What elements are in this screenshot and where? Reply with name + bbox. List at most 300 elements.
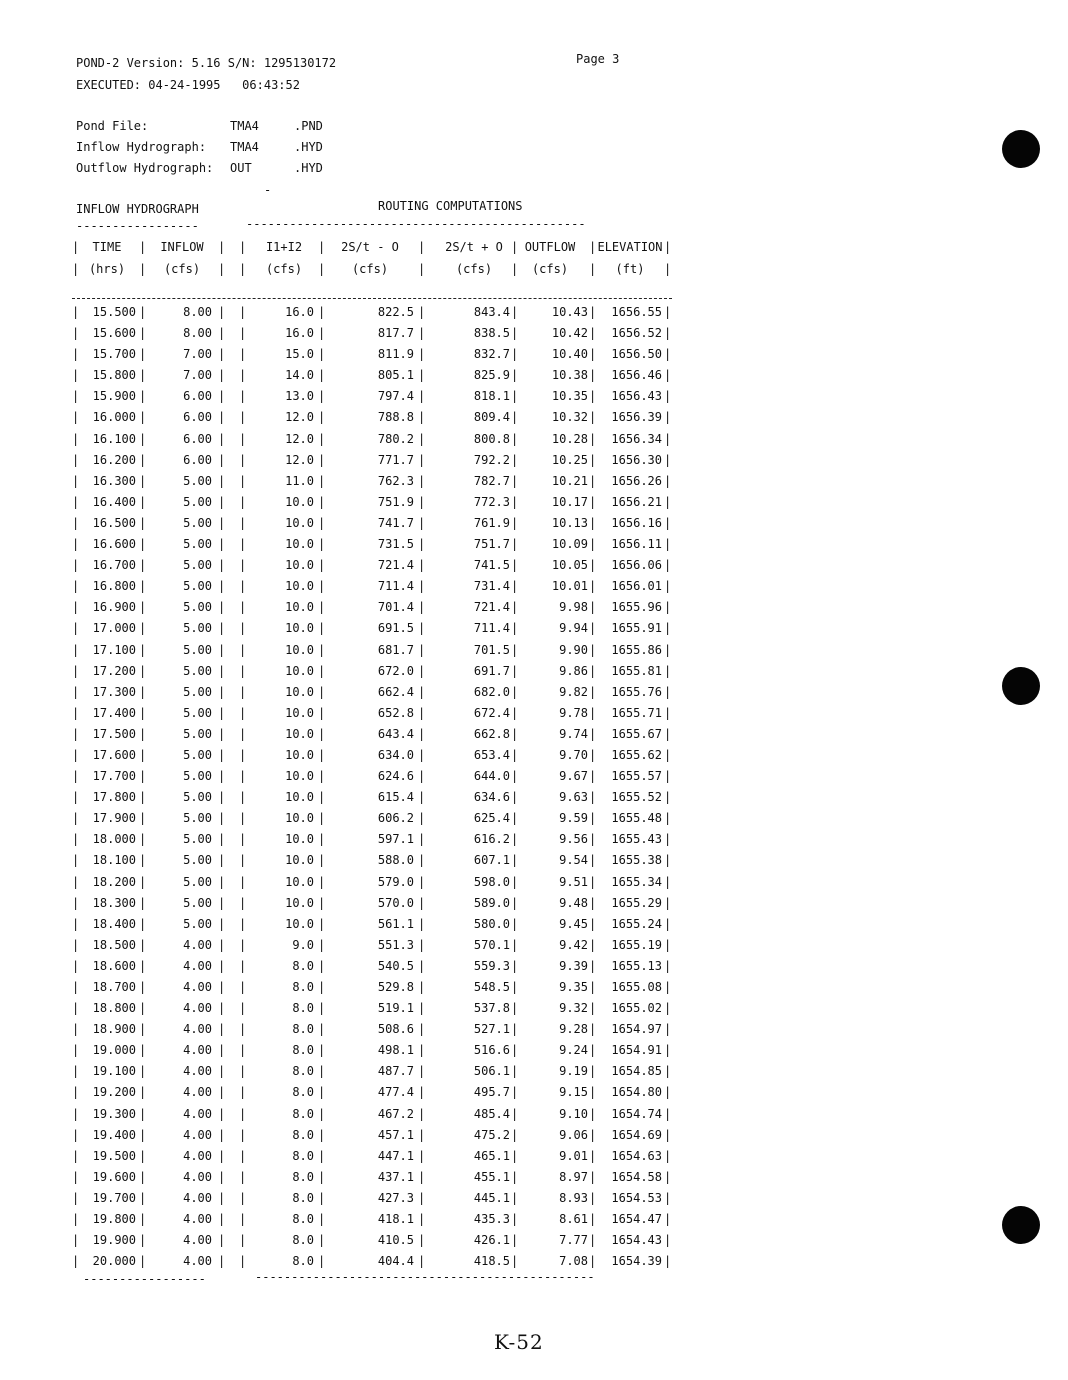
column-divider: | <box>218 916 226 931</box>
column-divider: | <box>318 621 326 636</box>
column-divider: | <box>218 1127 226 1142</box>
column-divider: | <box>72 980 80 994</box>
table-cell: 4.00 <box>183 1064 212 1079</box>
column-divider: | <box>511 1233 519 1248</box>
column-divider: | <box>218 853 226 868</box>
table-cell: 5.00 <box>183 621 212 636</box>
column-divider: | <box>664 410 672 425</box>
column-divider: | <box>664 389 672 404</box>
table-cell: 721.4 <box>473 600 510 615</box>
column-divider: | <box>239 1169 247 1184</box>
table-cell: 15.900 <box>92 389 136 404</box>
column-divider: | <box>589 1190 597 1205</box>
column-divider: | <box>318 747 326 762</box>
table-row <box>72 558 672 579</box>
column-divider: | <box>318 1148 326 1163</box>
table-cell: 5.00 <box>183 790 212 805</box>
table-cell: 16.300 <box>92 473 136 488</box>
column-divider: | <box>72 916 80 931</box>
column-divider: | <box>664 874 672 889</box>
column-divider: | <box>72 1127 80 1142</box>
table-cell: 9.32 <box>559 1001 588 1016</box>
table-cell: 14.0 <box>285 368 314 383</box>
table-cell: 4.00 <box>183 1001 212 1016</box>
column-divider: | <box>511 621 519 636</box>
column-divider: | <box>318 663 326 678</box>
table-cell: 7.77 <box>559 1233 588 1248</box>
table-cell: 18.800 <box>92 1001 136 1016</box>
table-cell: 8.0 <box>292 1190 314 1205</box>
table-cell: 9.74 <box>559 726 588 741</box>
column-divider: | <box>139 1233 147 1248</box>
table-cell: 9.94 <box>559 621 588 636</box>
table-cell: 10.0 <box>285 537 314 552</box>
column-divider: | <box>72 1022 80 1037</box>
table-cell: 17.900 <box>92 811 136 826</box>
column-divider: | <box>589 726 597 741</box>
column-divider: | <box>72 811 80 826</box>
table-cell: 17.200 <box>92 663 136 678</box>
table-row <box>72 579 672 600</box>
table-cell: 9.48 <box>559 895 588 910</box>
table-row <box>72 938 672 959</box>
table-row <box>72 495 672 516</box>
column-divider: | <box>664 1212 672 1227</box>
column-divider: | <box>418 1254 426 1269</box>
table-cell: 825.9 <box>473 368 510 383</box>
column-divider: | <box>511 916 519 931</box>
column-divider: | <box>418 579 426 594</box>
table-cell: 8.0 <box>292 958 314 973</box>
table-cell: 17.300 <box>92 684 136 699</box>
column-divider: | <box>239 1043 247 1058</box>
column-divider: | <box>318 937 326 952</box>
table-cell: 9.56 <box>559 832 588 847</box>
column-divider: | <box>418 1022 426 1037</box>
column-divider: | <box>72 705 80 720</box>
table-cell: 10.0 <box>285 853 314 868</box>
table-cell: 741.7 <box>377 515 414 530</box>
table-row <box>72 1128 672 1149</box>
table-cell: 548.5 <box>473 980 510 994</box>
column-divider: | <box>239 747 247 762</box>
column-divider: | <box>139 790 147 805</box>
table-cell: 1654.39 <box>611 1254 662 1269</box>
column-divider: | <box>589 684 597 699</box>
table-header-row <box>72 240 672 262</box>
column-divider: | <box>318 1022 326 1037</box>
column-unit: (cfs) <box>455 262 493 276</box>
table-cell: 1654.53 <box>611 1190 662 1205</box>
column-divider: | <box>218 410 226 425</box>
column-divider: | <box>139 326 147 341</box>
column-divider: | <box>139 811 147 826</box>
table-cell: 10.0 <box>285 769 314 784</box>
column-divider: | <box>664 262 672 276</box>
column-divider: | <box>318 1233 326 1248</box>
table-cell: 18.900 <box>92 1022 136 1037</box>
table-cell: 19.500 <box>92 1148 136 1163</box>
column-divider: | <box>318 305 326 319</box>
table-cell: 9.15 <box>559 1085 588 1100</box>
table-cell: 1655.24 <box>611 916 662 931</box>
column-divider: | <box>664 240 672 254</box>
table-cell: 9.39 <box>559 958 588 973</box>
column-divider: | <box>239 1190 247 1205</box>
table-cell: 762.3 <box>377 473 414 488</box>
column-divider: | <box>218 726 226 741</box>
column-divider: | <box>664 980 672 994</box>
column-divider: | <box>664 1085 672 1100</box>
table-cell: 579.0 <box>377 874 414 889</box>
column-divider: | <box>318 473 326 488</box>
table-cell: 1654.47 <box>611 1212 662 1227</box>
column-divider: | <box>511 895 519 910</box>
table-cell: 8.0 <box>292 1022 314 1037</box>
table-row <box>72 453 672 474</box>
table-cell: 570.1 <box>473 937 510 952</box>
table-cell: 418.5 <box>473 1254 510 1269</box>
column-divider: | <box>418 916 426 931</box>
column-divider: | <box>511 515 519 530</box>
column-divider: | <box>418 1190 426 1205</box>
table-cell: 8.00 <box>183 326 212 341</box>
table-cell: 4.00 <box>183 1190 212 1205</box>
table-cell: 404.4 <box>377 1254 414 1269</box>
table-cell: 9.82 <box>559 684 588 699</box>
table-cell: 4.00 <box>183 1085 212 1100</box>
table-row <box>72 1149 672 1170</box>
column-divider: | <box>511 769 519 784</box>
file-label: Outflow Hydrograph: <box>76 161 214 175</box>
table-cell: 9.19 <box>559 1064 588 1079</box>
column-divider: | <box>511 853 519 868</box>
table-cell: 682.0 <box>473 684 510 699</box>
table-cell: 18.400 <box>92 916 136 931</box>
column-unit: (ft) <box>615 262 645 276</box>
column-divider: | <box>418 537 426 552</box>
column-divider: | <box>511 1022 519 1037</box>
column-divider: | <box>418 1148 426 1163</box>
column-divider: | <box>418 473 426 488</box>
column-divider: | <box>318 1064 326 1079</box>
column-divider: | <box>511 1127 519 1142</box>
column-divider: | <box>418 515 426 530</box>
table-cell: 537.8 <box>473 1001 510 1016</box>
column-divider: | <box>664 452 672 467</box>
column-divider: | <box>239 305 247 319</box>
table-cell: 681.7 <box>377 642 414 657</box>
column-divider: | <box>318 1127 326 1142</box>
table-cell: 8.0 <box>292 1001 314 1016</box>
column-divider: | <box>589 452 597 467</box>
column-divider: | <box>589 305 597 319</box>
table-cell: 5.00 <box>183 579 212 594</box>
table-cell: 18.300 <box>92 895 136 910</box>
column-header: 2S/t + O <box>445 240 503 254</box>
column-divider: | <box>511 1212 519 1227</box>
column-divider: | <box>139 726 147 741</box>
table-cell: 8.61 <box>559 1212 588 1227</box>
table-row <box>72 811 672 832</box>
table-cell: 1655.81 <box>611 663 662 678</box>
table-cell: 4.00 <box>183 958 212 973</box>
table-cell: 418.1 <box>377 1212 414 1227</box>
column-divider: | <box>72 389 80 404</box>
table-cell: 465.1 <box>473 1148 510 1163</box>
table-row <box>72 537 672 558</box>
column-divider: | <box>589 790 597 805</box>
table-cell: 4.00 <box>183 1254 212 1269</box>
table-cell: 9.86 <box>559 663 588 678</box>
table-cell: 606.2 <box>377 811 414 826</box>
table-cell: 561.1 <box>377 916 414 931</box>
table-cell: 16.800 <box>92 579 136 594</box>
table-cell: 570.0 <box>377 895 414 910</box>
table-row <box>72 959 672 980</box>
table-cell: 822.5 <box>377 305 414 319</box>
table-row <box>72 389 672 410</box>
table-cell: 9.06 <box>559 1127 588 1142</box>
column-divider: | <box>139 347 147 362</box>
table-row <box>72 1233 672 1254</box>
table-cell: 15.600 <box>92 326 136 341</box>
column-divider: | <box>318 558 326 573</box>
table-row <box>72 896 672 917</box>
column-divider: | <box>589 368 597 383</box>
table-cell: 5.00 <box>183 726 212 741</box>
column-divider: | <box>318 262 326 276</box>
table-row <box>72 305 672 326</box>
column-divider: | <box>239 642 247 657</box>
table-cell: 487.7 <box>377 1064 414 1079</box>
routing-table <box>72 240 672 1275</box>
column-divider: | <box>418 240 426 254</box>
column-divider: | <box>218 1085 226 1100</box>
column-divider: | <box>511 347 519 362</box>
table-cell: 8.0 <box>292 1043 314 1058</box>
routing-bottom-rule: ----------------------------------------------- <box>255 1270 595 1284</box>
column-divider: | <box>664 1001 672 1016</box>
column-divider: | <box>239 1064 247 1079</box>
table-cell: 10.40 <box>551 347 588 362</box>
table-cell: 19.100 <box>92 1064 136 1079</box>
column-divider: | <box>218 1106 226 1121</box>
table-row <box>72 875 672 896</box>
table-cell: 1654.58 <box>611 1169 662 1184</box>
table-cell: 1656.55 <box>611 305 662 319</box>
column-divider: | <box>418 811 426 826</box>
table-cell: 1654.63 <box>611 1148 662 1163</box>
table-row <box>72 853 672 874</box>
table-cell: 1655.52 <box>611 790 662 805</box>
inflow-dash-rule: ----------------- <box>76 219 199 233</box>
column-divider: | <box>511 1064 519 1079</box>
column-divider: | <box>318 642 326 657</box>
table-cell: 653.4 <box>473 747 510 762</box>
column-divider: | <box>589 579 597 594</box>
column-divider: | <box>664 726 672 741</box>
table-cell: 17.000 <box>92 621 136 636</box>
table-cell: 15.0 <box>285 347 314 362</box>
column-divider: | <box>218 769 226 784</box>
table-cell: 19.600 <box>92 1169 136 1184</box>
column-divider: | <box>218 494 226 509</box>
table-cell: 644.0 <box>473 769 510 784</box>
table-cell: 540.5 <box>377 958 414 973</box>
table-cell: 5.00 <box>183 832 212 847</box>
column-divider: | <box>218 1212 226 1227</box>
column-divider: | <box>72 494 80 509</box>
table-cell: 4.00 <box>183 1233 212 1248</box>
table-cell: 805.1 <box>377 368 414 383</box>
table-cell: 8.0 <box>292 1169 314 1184</box>
table-cell: 467.2 <box>377 1106 414 1121</box>
table-row <box>72 368 672 389</box>
table-cell: 551.3 <box>377 937 414 952</box>
table-cell: 1656.11 <box>611 537 662 552</box>
table-cell: 598.0 <box>473 874 510 889</box>
table-cell: 1654.43 <box>611 1233 662 1248</box>
table-cell: 4.00 <box>183 1043 212 1058</box>
table-cell: 16.0 <box>285 305 314 319</box>
column-divider: | <box>418 684 426 699</box>
file-label: Pond File: <box>76 119 149 133</box>
column-divider: | <box>318 1254 326 1269</box>
column-divider: | <box>139 980 147 994</box>
column-divider: | <box>664 537 672 552</box>
table-cell: 17.800 <box>92 790 136 805</box>
table-row <box>72 917 672 938</box>
column-divider: | <box>418 790 426 805</box>
table-cell: 1656.43 <box>611 389 662 404</box>
column-divider: | <box>418 1233 426 1248</box>
table-cell: 8.0 <box>292 1148 314 1163</box>
table-cell: 10.0 <box>285 705 314 720</box>
table-cell: 1655.02 <box>611 1001 662 1016</box>
column-divider: | <box>318 579 326 594</box>
column-divider: | <box>318 537 326 552</box>
table-row <box>72 769 672 790</box>
page-number: Page 3 <box>576 52 620 66</box>
column-divider: | <box>418 663 426 678</box>
table-row <box>72 432 672 453</box>
column-divider: | <box>664 1254 672 1269</box>
column-divider: | <box>139 600 147 615</box>
column-divider: | <box>589 326 597 341</box>
column-divider: | <box>239 874 247 889</box>
column-divider: | <box>218 684 226 699</box>
table-cell: 782.7 <box>473 473 510 488</box>
table-cell: 17.500 <box>92 726 136 741</box>
column-divider: | <box>318 980 326 994</box>
column-divider: | <box>318 600 326 615</box>
table-cell: 485.4 <box>473 1106 510 1121</box>
column-divider: | <box>72 262 80 276</box>
table-cell: 455.1 <box>473 1169 510 1184</box>
column-divider: | <box>218 937 226 952</box>
column-divider: | <box>418 853 426 868</box>
table-cell: 10.28 <box>551 431 588 446</box>
table-cell: 9.28 <box>559 1022 588 1037</box>
table-cell: 625.4 <box>473 811 510 826</box>
column-divider: | <box>664 368 672 383</box>
table-cell: 16.900 <box>92 600 136 615</box>
table-cell: 1656.30 <box>611 452 662 467</box>
table-row <box>72 1064 672 1085</box>
file-row-pond <box>76 116 323 137</box>
table-cell: 16.200 <box>92 452 136 467</box>
table-cell: 9.63 <box>559 790 588 805</box>
table-cell: 10.0 <box>285 916 314 931</box>
column-divider: | <box>418 431 426 446</box>
column-divider: | <box>589 747 597 762</box>
column-divider: | <box>418 895 426 910</box>
column-divider: | <box>72 558 80 573</box>
column-divider: | <box>239 1254 247 1269</box>
table-cell: 711.4 <box>473 621 510 636</box>
table-cell: 843.4 <box>473 305 510 319</box>
column-divider: | <box>589 916 597 931</box>
column-header: ELEVATION <box>597 240 663 254</box>
column-divider: | <box>418 1106 426 1121</box>
column-divider: | <box>589 895 597 910</box>
column-divider: | <box>664 684 672 699</box>
column-divider: | <box>664 621 672 636</box>
column-divider: | <box>218 305 226 319</box>
table-cell: 506.1 <box>473 1064 510 1079</box>
column-divider: | <box>72 515 80 530</box>
column-divider: | <box>418 980 426 994</box>
column-divider: | <box>418 1064 426 1079</box>
column-divider: | <box>218 389 226 404</box>
table-cell: 508.6 <box>377 1022 414 1037</box>
column-divider: | <box>218 1043 226 1058</box>
column-divider: | <box>511 558 519 573</box>
table-cell: 1654.74 <box>611 1106 662 1121</box>
column-divider: | <box>418 769 426 784</box>
table-cell: 9.51 <box>559 874 588 889</box>
table-cell: 516.6 <box>473 1043 510 1058</box>
table-cell: 8.0 <box>292 980 314 994</box>
column-divider: | <box>318 726 326 741</box>
table-cell: 1656.50 <box>611 347 662 362</box>
column-divider: | <box>664 1233 672 1248</box>
column-divider: | <box>139 579 147 594</box>
column-divider: | <box>418 368 426 383</box>
column-divider: | <box>318 347 326 362</box>
column-divider: | <box>589 937 597 952</box>
column-divider: | <box>511 600 519 615</box>
table-cell: 9.70 <box>559 747 588 762</box>
table-cell: 615.4 <box>377 790 414 805</box>
table-cell: 1656.26 <box>611 473 662 488</box>
table-cell: 811.9 <box>377 347 414 362</box>
column-divider: | <box>318 1085 326 1100</box>
column-divider: | <box>511 1190 519 1205</box>
table-cell: 6.00 <box>183 431 212 446</box>
column-divider: | <box>589 1233 597 1248</box>
table-cell: 18.500 <box>92 937 136 952</box>
column-divider: | <box>318 1106 326 1121</box>
column-divider: | <box>664 1043 672 1058</box>
table-cell: 1655.86 <box>611 642 662 657</box>
table-cell: 817.7 <box>377 326 414 341</box>
table-cell: 17.700 <box>92 769 136 784</box>
table-cell: 5.00 <box>183 769 212 784</box>
column-divider: | <box>511 958 519 973</box>
table-cell: 10.0 <box>285 642 314 657</box>
